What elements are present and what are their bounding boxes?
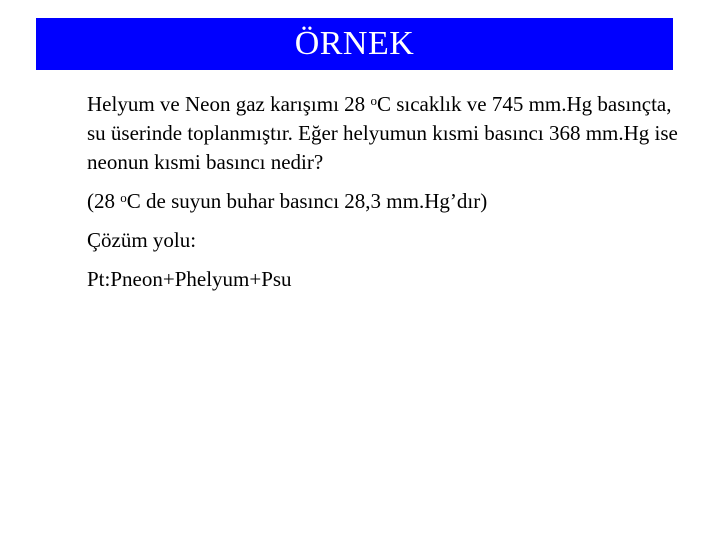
pressure-formula: Pt:Pneon+Phelyum+Psu: [87, 267, 292, 291]
degree-symbol: o: [120, 190, 127, 205]
note-part1: (28: [87, 189, 121, 213]
question-part1: Helyum ve Neon gaz karışımı 28: [87, 92, 371, 116]
slide-content: [87, 90, 687, 304]
solution-label: Çözüm yolu:: [87, 228, 197, 252]
question-part2: C sıcaklık ve 745 mm.Hg basınçta, su üserinde toplanmıştır. Eğer helyumun kısmi basıncı 368 mm.Hg ise neonun kısmi basıncı nedir?: [87, 92, 678, 174]
slide-title-bar: [36, 18, 673, 70]
degree-symbol: o: [370, 93, 377, 108]
question-text: [87, 90, 687, 177]
note-part2: C de suyun buhar basıncı 28,3 mm.Hg’dır): [126, 189, 488, 213]
vapor-pressure-note: [87, 187, 687, 216]
slide-title: ÖRNEK: [294, 25, 415, 62]
